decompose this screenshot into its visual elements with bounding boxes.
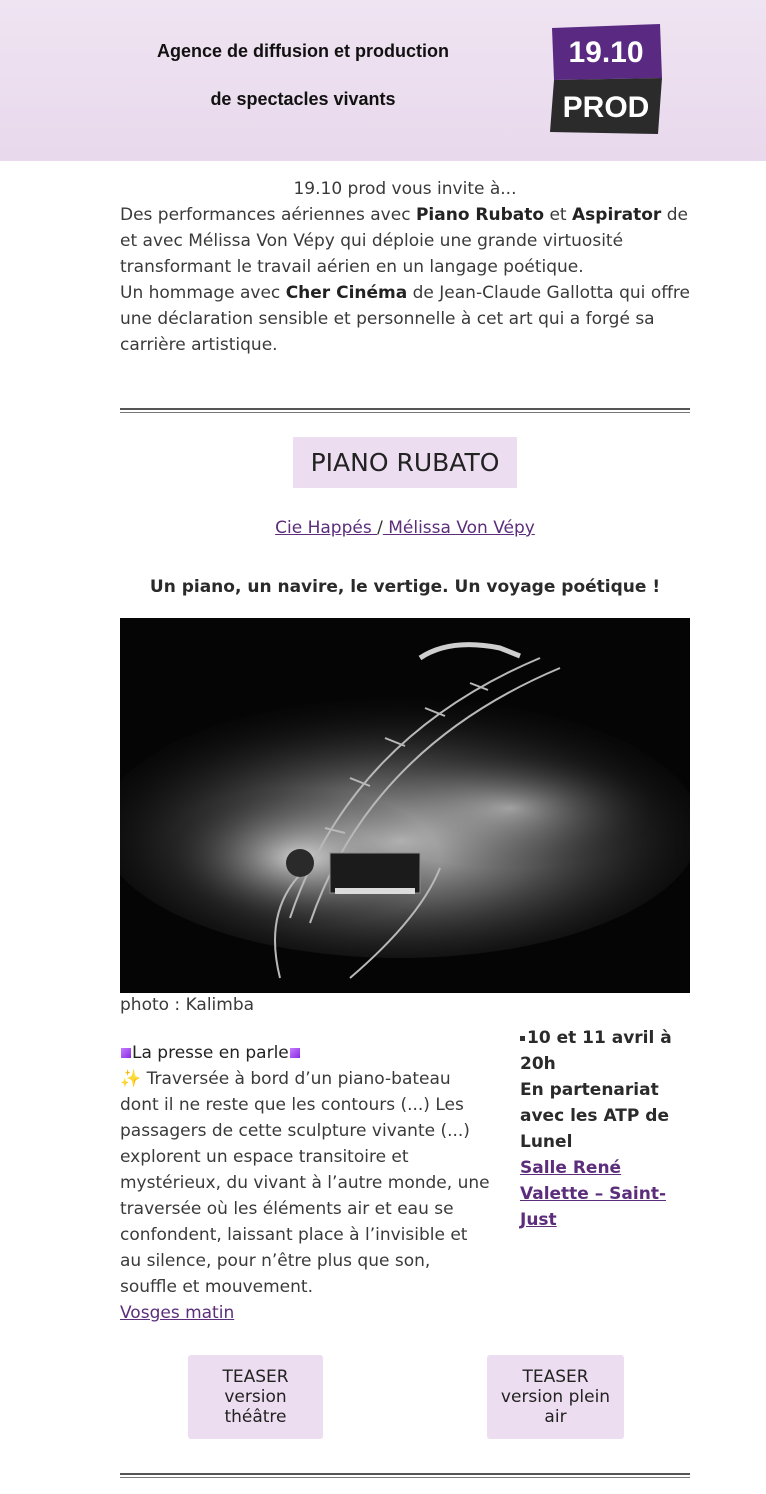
intro-paragraph-2	[120, 280, 690, 358]
press-section	[120, 1040, 490, 1326]
press-heading-row	[120, 1040, 490, 1066]
section-divider-bottom	[120, 1473, 690, 1478]
intro-p2-text: Un hommage avec	[120, 283, 286, 303]
teaser-outdoor-button[interactable]	[487, 1355, 624, 1439]
intro-paragraph-1	[120, 202, 690, 280]
intro-p1-text: Des performances aériennes avec	[120, 205, 416, 225]
teaser-theatre-button[interactable]	[188, 1355, 323, 1439]
teaser-theatre-line3: théâtre	[224, 1407, 287, 1427]
show-credits	[120, 518, 690, 538]
press-quote: ✨ Traversée à bord d’un piano-bateau dont il ne reste que les contours (...) Les passagers de cette sculpture vivante (...) explorent un espace transitoire et mystérieux, du vivant à l’autre monde, une traversée où les éléments air et eau se confondent, laissant place à l’invisible et au silence, pour n’être plus que son, souffle et mouvement.	[120, 1069, 490, 1297]
dates-section	[520, 1025, 680, 1233]
teaser-outdoor-line1: TEASER	[522, 1367, 589, 1387]
credits-separator: /	[377, 518, 383, 538]
show-title: PIANO RUBATO	[293, 437, 517, 488]
teaser-outdoor-line3: air	[544, 1407, 567, 1427]
agency-tagline-line2: de spectacles vivants	[210, 89, 396, 109]
venue-link[interactable]: Salle René Valette – Saint-Just	[520, 1158, 667, 1230]
intro-text	[120, 176, 690, 358]
teaser-theatre-line2: version	[224, 1387, 287, 1407]
bullet-icon	[520, 1036, 525, 1041]
logo-bottom-text: PROD	[562, 91, 650, 124]
dates-partner: En partenariat avec les ATP de Lunel	[520, 1080, 669, 1152]
teaser-theatre-line1: TEASER	[222, 1367, 289, 1387]
photo-caption: photo : Kalimba	[120, 995, 255, 1015]
cher-cinema-bold: Cher Cinéma	[285, 283, 408, 303]
teaser-outdoor-line2: version plein	[500, 1387, 611, 1407]
press-heading: La presse en parle	[132, 1043, 289, 1063]
intro-p1-and: et	[544, 205, 572, 225]
invite-line: 19.10 prod vous invite à...	[293, 179, 517, 199]
prod-logo[interactable]	[548, 22, 664, 138]
show-subtitle: Un piano, un navire, le vertige. Un voyage poétique !	[149, 577, 661, 597]
intro-p1-rest: de et avec Mélissa Von Vépy qui déploie une grande virtuosité transformant le travail aérien en un langage poétique.	[120, 205, 688, 277]
intro-p2-rest: de Jean-Claude Gallotta qui offre une déclaration sensible et personnelle à cet art qui a forgé sa carrière artistique.	[120, 283, 691, 355]
dates-when: 10 et 11 avril à 20h	[520, 1028, 672, 1074]
piano-rubato-bold: Piano Rubato	[415, 205, 545, 225]
dates-when-row	[520, 1025, 680, 1077]
purple-square-icon	[121, 1048, 131, 1058]
header-banner	[0, 0, 766, 161]
company-link[interactable]: Cie Happés	[275, 518, 378, 538]
artist-link[interactable]: Mélissa Von Vépy	[382, 518, 535, 538]
show-photo	[120, 618, 690, 993]
press-source-link[interactable]: Vosges matin	[120, 1303, 235, 1323]
purple-square-icon	[290, 1048, 300, 1058]
agency-tagline-line1: Agence de diffusion et production	[157, 41, 449, 61]
aspirator-bold: Aspirator	[572, 205, 662, 225]
logo-top-text: 19.10	[568, 36, 644, 69]
section-divider	[120, 408, 690, 413]
